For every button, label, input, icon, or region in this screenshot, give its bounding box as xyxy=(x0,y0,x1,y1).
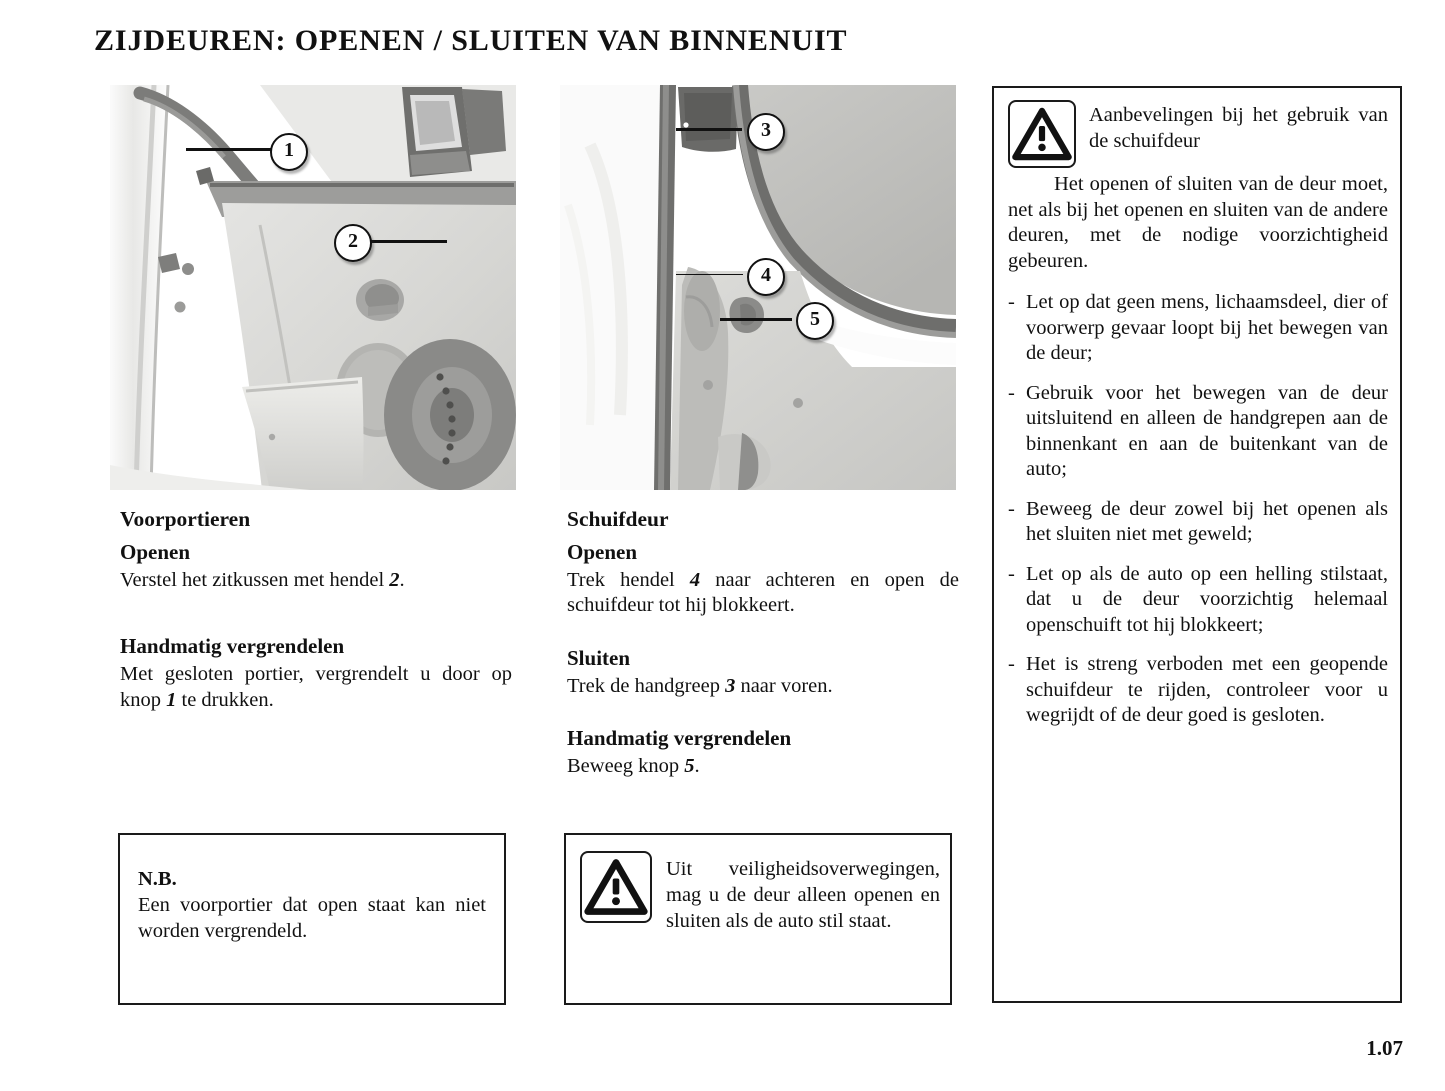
sliding-door-lock-text xyxy=(567,754,959,780)
warning-triangle-icon xyxy=(1008,100,1076,168)
sliding-door-close-title: Sluiten xyxy=(567,646,631,671)
page-title: ZIJDEUREN: OPENEN / SLUITEN VAN BINNENUIT xyxy=(94,24,848,57)
recommendations-intro: Het openen of sluiten van de deur moet, net als bij het openen en sluiten van de andere deuren, met de nodige voorzichtigheid gebeuren. xyxy=(1008,173,1388,272)
sliding-door-close-text xyxy=(567,674,959,700)
callout-leader-4 xyxy=(676,274,743,275)
front-door-open-text-b: . xyxy=(399,568,405,591)
front-door-lock-ref: 1 xyxy=(166,688,177,711)
sliding-door-close-text-a: Trek de handgreep xyxy=(567,674,726,697)
recommendation-item-text: Let op dat geen mens, lichaamsdeel, dier of voorwerp gevaar loopt bij het bewegen van de deur; xyxy=(1026,291,1388,365)
front-door-text-column xyxy=(120,506,512,713)
front-door-section-title: Voorportieren xyxy=(120,507,251,531)
callout-4: 4 xyxy=(747,258,785,296)
recommendations-content xyxy=(1008,100,1388,729)
list-dash: - xyxy=(1008,381,1015,404)
recommendations-header xyxy=(1008,100,1388,168)
sliding-door-open-title: Openen xyxy=(567,540,638,565)
front-door-open-text-a: Verstel het zitkussen met hendel xyxy=(120,568,390,591)
callout-1: 1 xyxy=(270,133,308,171)
sliding-door-lock-text-b: . xyxy=(694,754,700,777)
sliding-door-text-column xyxy=(567,506,959,780)
recommendation-item-text: Gebruik voor het bewegen van de deur uitsluitend en alleen de handgrepen aan de binnenkant en aan de buitenkant van de auto; xyxy=(1026,381,1388,481)
warning-triangle-icon xyxy=(580,851,652,923)
sliding-door-open-text xyxy=(567,568,959,620)
recommendation-item xyxy=(1008,290,1388,367)
front-door-lock-text xyxy=(120,662,512,714)
safety-warning-text: Uit veiligheidsoverwegingen, mag u de deur alleen openen en sluiten als de auto stil staat. xyxy=(666,858,940,932)
safety-warning-box xyxy=(564,833,952,1005)
nb-text: Een voorportier dat open staat kan niet worden vergrendeld. xyxy=(138,893,486,942)
sliding-door-close-ref: 3 xyxy=(725,674,736,697)
front-door-interior-photo xyxy=(110,85,516,490)
front-door-lock-text-b: te drukken. xyxy=(176,688,274,711)
nb-note-content xyxy=(138,867,486,944)
list-dash: - xyxy=(1008,291,1015,314)
nb-label: N.B. xyxy=(138,868,177,890)
callout-2: 2 xyxy=(334,224,372,262)
recommendation-item-text: Beweeg de deur zowel bij het openen als het sluiten niet met geweld; xyxy=(1026,497,1388,546)
page-number: 1.07 xyxy=(1366,1036,1403,1060)
sliding-door-lock-ref: 5 xyxy=(684,754,695,777)
recommendation-item xyxy=(1008,381,1388,483)
callout-leader-2 xyxy=(367,240,447,243)
sliding-door-lock-text-a: Beweeg knop xyxy=(567,754,685,777)
list-dash: - xyxy=(1008,497,1015,520)
recommendation-item xyxy=(1008,652,1388,729)
front-door-open-ref: 2 xyxy=(389,568,400,591)
front-door-open-title: Openen xyxy=(120,540,191,565)
callout-3: 3 xyxy=(747,113,785,151)
recommendations-panel xyxy=(992,86,1402,1003)
nb-note-box xyxy=(118,833,506,1005)
recommendation-item xyxy=(1008,497,1388,548)
list-dash: - xyxy=(1008,562,1015,585)
recommendation-item-text: Let op als de auto op een helling stilstaat, dat u de deur voorzichtig helemaal openschuift tot hij blokkeert; xyxy=(1026,562,1388,636)
list-dash: - xyxy=(1008,653,1015,676)
sliding-door-section-title: Schuifdeur xyxy=(567,507,669,531)
sliding-door-close-text-b: naar voren. xyxy=(735,674,833,697)
front-door-open-text xyxy=(120,568,512,594)
callout-leader-1 xyxy=(186,148,272,151)
callout-leader-3 xyxy=(676,128,742,131)
sliding-door-open-ref: 4 xyxy=(689,568,701,591)
recommendation-item-text: Het is streng verboden met een geopende schuifdeur te rijden, controleer voor u wegrijdt of de deur goed is gesloten. xyxy=(1026,653,1388,727)
recommendation-item xyxy=(1008,562,1388,639)
recommendations-list xyxy=(1008,290,1388,729)
sliding-door-open-text-b: naar achteren en open de schuifdeur tot hij blokkeert. xyxy=(567,568,959,617)
recommendations-heading: Aanbevelingen bij het gebruik van de schuifdeur xyxy=(1089,104,1388,152)
front-door-lock-title: Handmatig vergrendelen xyxy=(120,634,345,659)
safety-warning-content xyxy=(580,851,940,934)
sliding-door-open-text-a: Trek hendel xyxy=(567,568,690,591)
callout-5: 5 xyxy=(796,302,834,340)
callout-leader-5 xyxy=(720,318,792,321)
front-door-lock-text-a: Met gesloten portier, vergrendelt u door op knop xyxy=(120,662,512,711)
sliding-door-lock-title: Handmatig vergrendelen xyxy=(567,726,792,751)
